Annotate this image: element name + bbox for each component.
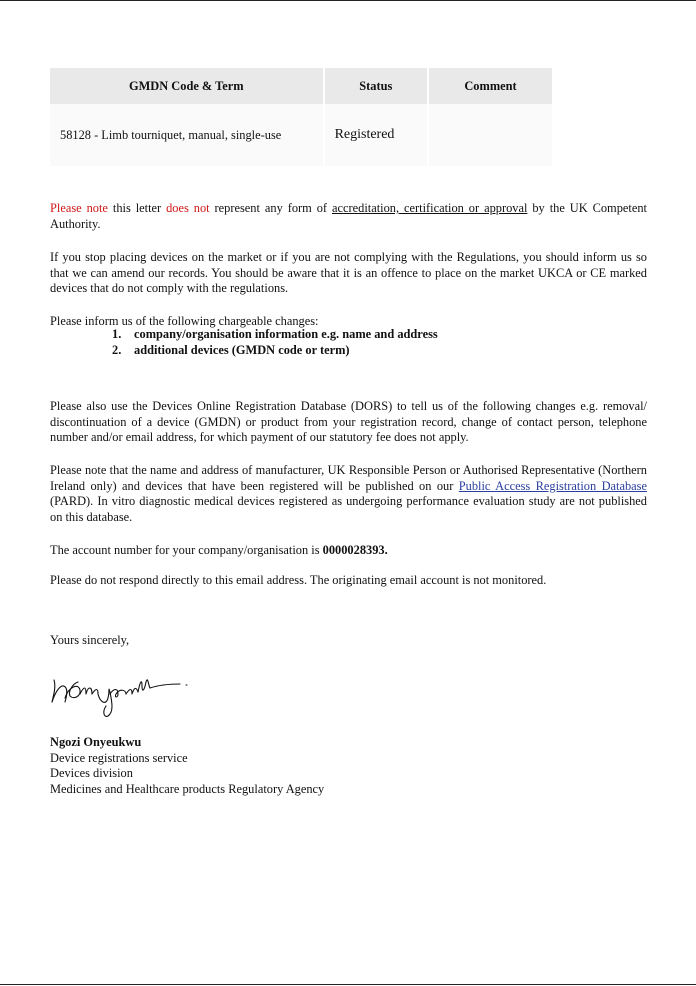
publish-text-after: (PARD). In vitro diagnostic medical devices registered as undergoing performance evaluation study are not published on this database. [50,494,647,524]
page-bottom-border [0,984,696,985]
list-item [112,343,438,359]
cell-status: Registered [325,104,429,166]
signatory-line-2: Devices division [50,766,133,781]
competent-authority-text: by the UK Competent Authority. [50,201,647,231]
no-reply-paragraph: Please do not respond directly to this email address. The originating email account is not monitored. [50,573,547,587]
disclaimer-paragraph [50,201,647,232]
table-row [50,104,552,166]
pard-link[interactable]: Public Access Registration Database [458,478,647,493]
header-status: Status [325,68,429,104]
chargeable-changes-list [112,327,438,358]
handwritten-signature [48,668,198,720]
accreditation-text: accreditation, certification or approval [332,201,528,215]
header-comment: Comment [429,68,552,104]
please-note-text: Please note [50,201,108,215]
list-text: company/organisation information e.g. name and address [134,327,438,341]
signatory-line-1: Device registrations service [50,750,188,765]
stop-placing-paragraph: If you stop placing devices on the market or if you are not complying with the Regulations, you should inform us so that we can amend our records. You should be aware that it is an offence to place on the market UKCA or CE marked devices that do not comply with the regulations. [50,250,647,296]
page-top-border [0,0,696,1]
list-text: additional devices (GMDN code or term) [134,342,350,357]
this-letter-text: this letter [107,201,167,215]
signatory-line-3: Medicines and Healthcare products Regulatory Agency [50,781,325,796]
list-item [112,327,438,343]
list-number: 2. [112,342,122,357]
cell-comment [429,104,552,166]
header-gmdn-code-term: GMDN Code & Term [50,68,325,104]
account-text: The account number for your company/organisation is [50,543,323,557]
closing-text: Yours sincerely, [50,633,130,647]
gmdn-table [50,68,552,166]
represent-text: represent any form of [209,201,332,215]
list-number: 1. [112,327,122,341]
publish-text-before: Please note that the name and address of manufacturer, UK Responsible Person or Authorised Representative (Northern Ireland only) and devices that have been registered will be published on our [50,463,647,493]
signature-block [50,735,324,797]
inform-intro: Please inform us of the following chargeable changes: [50,314,319,328]
does-not-text: does not [166,201,210,215]
table-header-row [50,68,552,104]
signatory-name: Ngozi Onyeukwu [50,735,142,749]
account-paragraph [50,543,647,559]
dors-paragraph: Please also use the Devices Online Registration Database (DORS) to tell us of the following changes e.g. removal/ discontinuation of a device (GMDN) or product from your registration record, change of contact person, telephone number and/or email address, for which payment of our statutory fee does not apply. [50,399,647,445]
account-number: 0000028393. [322,543,388,557]
publish-paragraph [50,463,647,525]
cell-code-term: 58128 - Limb tourniquet, manual, single-use [50,104,325,166]
